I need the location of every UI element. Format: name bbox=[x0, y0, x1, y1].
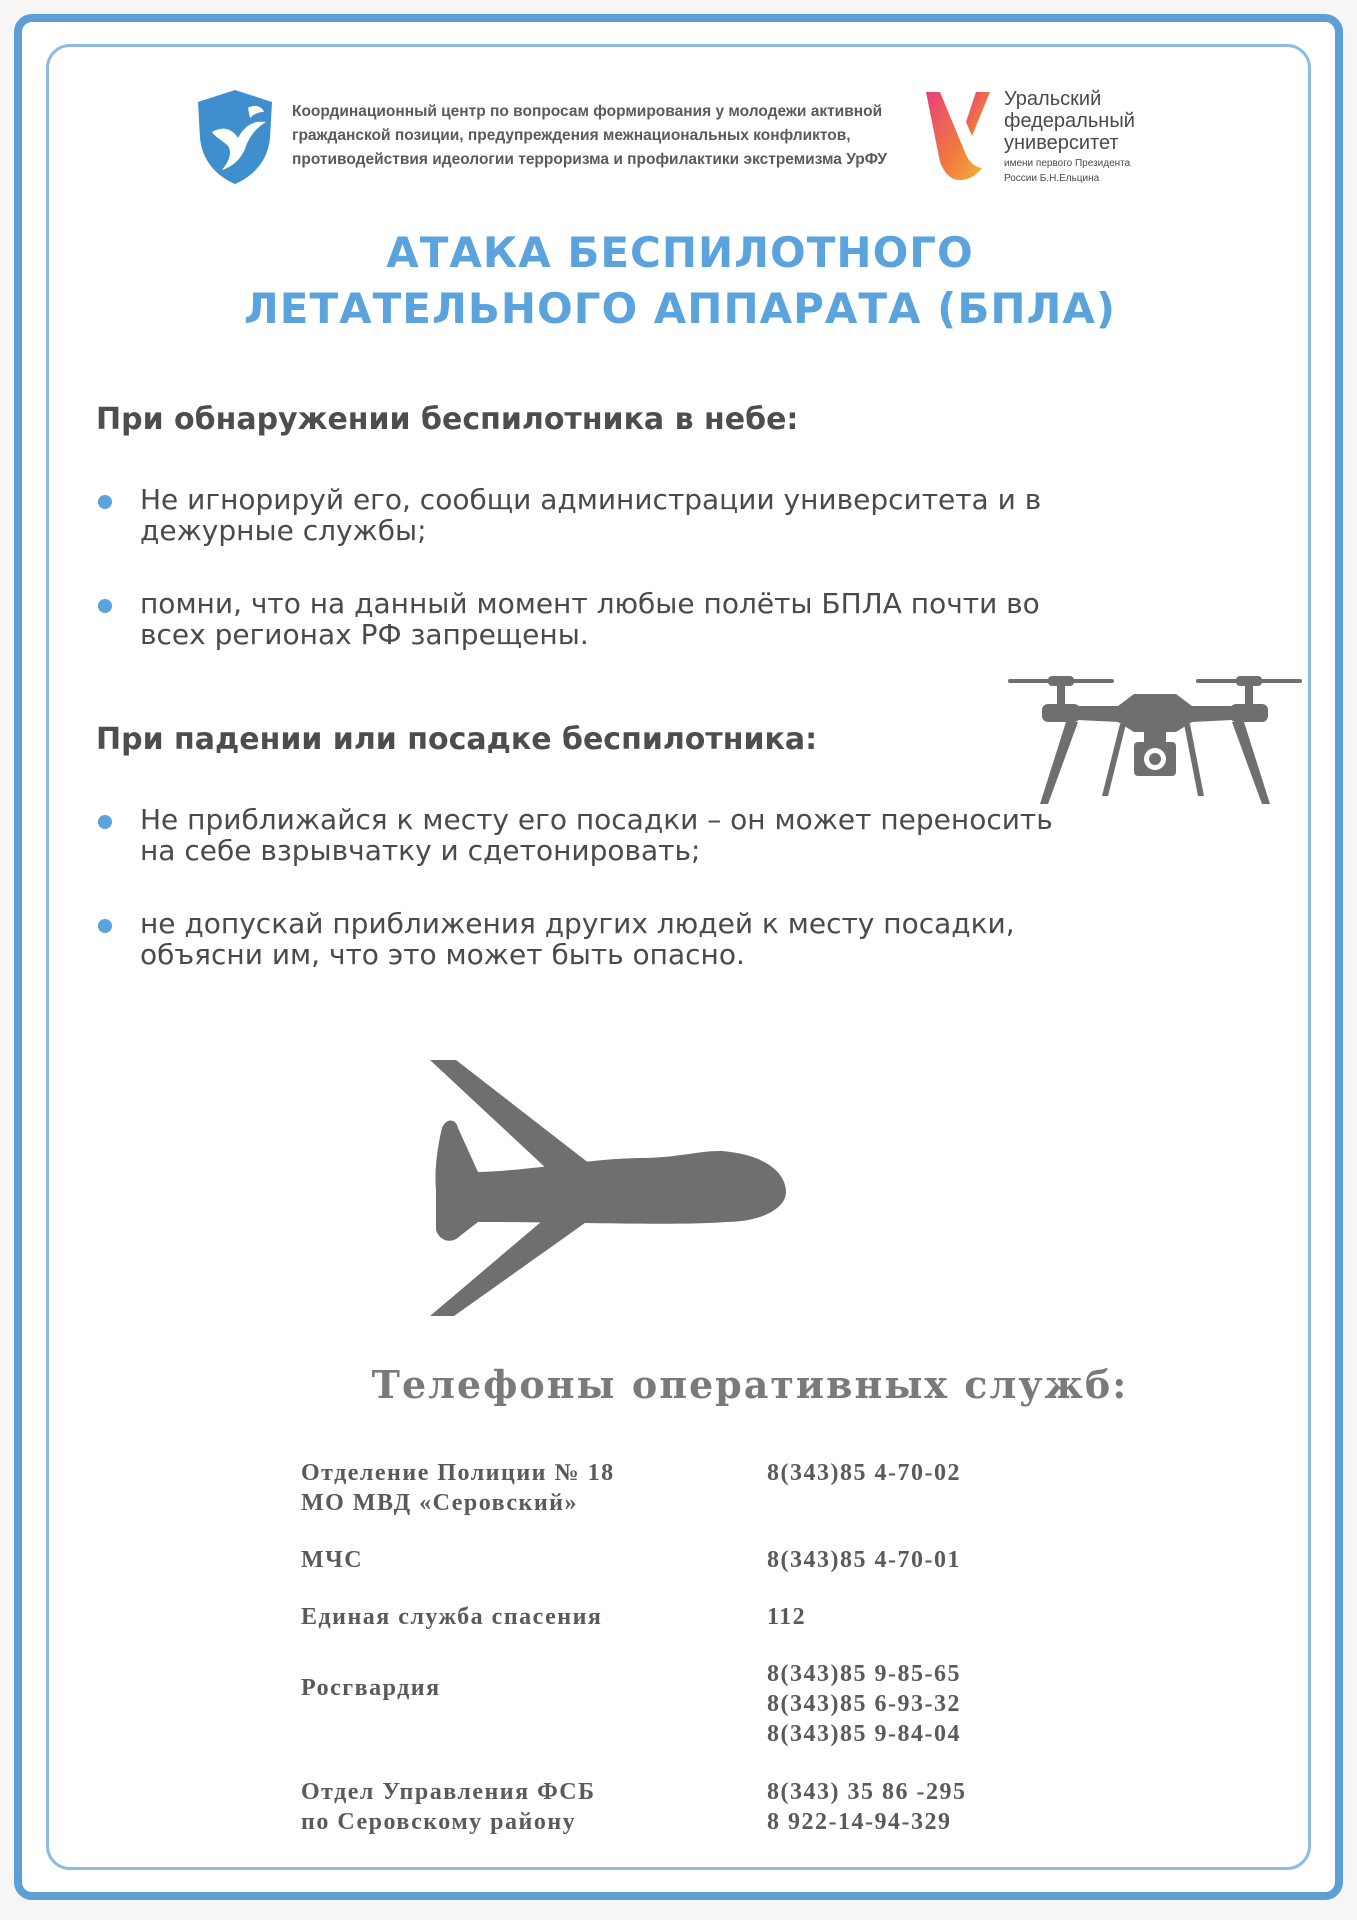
urfu-logo-icon bbox=[920, 88, 1000, 184]
section2-list bbox=[98, 804, 1058, 970]
title-line1: АТАКА БЕСПИЛОТНОГО bbox=[386, 228, 974, 277]
contact-name bbox=[301, 1545, 741, 1575]
contact-name-line1: МЧС bbox=[301, 1547, 364, 1573]
contact-name bbox=[301, 1602, 741, 1632]
uav-plane-icon bbox=[430, 1060, 790, 1316]
phone-number: 8(343)85 9-85-65 bbox=[767, 1661, 961, 1687]
section2-heading: При падении или посадке беспилотника: bbox=[96, 722, 818, 757]
urfu-subtitle-line1: имени первого Президента bbox=[1004, 158, 1131, 169]
urfu-name-line1: Уральский bbox=[1004, 88, 1102, 110]
contact-name-line1: Отдел Управления ФСБ bbox=[301, 1779, 596, 1805]
list-item bbox=[98, 588, 1080, 650]
phone-number: 8(343)85 9-84-04 bbox=[767, 1721, 961, 1747]
phone-number: 8(343)85 4-70-01 bbox=[767, 1547, 961, 1573]
urfu-name-line2: федеральный bbox=[1004, 110, 1135, 132]
contact-phone bbox=[767, 1545, 1107, 1575]
contact-name bbox=[301, 1673, 741, 1703]
quadcopter-drone-icon bbox=[1008, 676, 1302, 810]
urfu-name-line3: университет bbox=[1004, 132, 1119, 154]
phone-number: 112 bbox=[767, 1604, 807, 1630]
bullet-icon bbox=[98, 815, 112, 829]
bullet-icon bbox=[98, 599, 112, 613]
urfu-subtitle-line2: России Б.Н.Ельцина bbox=[1004, 173, 1100, 184]
dove-shield-icon bbox=[192, 86, 278, 186]
phones-heading: Телефоны оперативных служб: bbox=[371, 1362, 1129, 1407]
contact-name-line2: МО МВД «Серовский» bbox=[301, 1490, 578, 1516]
list-item bbox=[98, 484, 1200, 546]
contact-phone bbox=[767, 1602, 1107, 1632]
contact-phone bbox=[767, 1777, 1107, 1837]
phone-number: 8(343) 35 86 -295 bbox=[767, 1779, 967, 1805]
phone-number: 8 922-14-94-329 bbox=[767, 1809, 952, 1835]
contact-phone bbox=[767, 1659, 1107, 1749]
bullet-text: помни, что на данный момент любые полёты БПЛА почти во всех регионах РФ запрещены. bbox=[140, 587, 1040, 651]
bullet-text: Не приближайся к месту его посадки – он может переносить на себе взрывчатку и сдетонировать; bbox=[140, 803, 1053, 867]
contact-phone bbox=[767, 1458, 1107, 1488]
urfu-name-block bbox=[1004, 88, 1184, 184]
phone-number: 8(343)85 6-93-32 bbox=[767, 1691, 961, 1717]
title-line2: ЛЕТАТЕЛЬНОГО АППАРАТА (БПЛА) bbox=[243, 284, 1117, 333]
contact-name-line1: Отделение Полиции № 18 bbox=[301, 1460, 615, 1486]
contact-name-line1: Росгвардия bbox=[301, 1675, 441, 1701]
section1-list bbox=[98, 484, 1198, 650]
bullet-icon bbox=[98, 495, 112, 509]
bullet-icon bbox=[98, 919, 112, 933]
bullet-text: Не игнорируй его, сообщи администрации университета и в дежурные службы; bbox=[140, 483, 1042, 547]
contact-name bbox=[301, 1458, 741, 1518]
contact-name-line1: Единая служба спасения bbox=[301, 1604, 603, 1630]
section1-heading: При обнаружении беспилотника в небе: bbox=[96, 402, 799, 437]
contact-name bbox=[301, 1777, 741, 1837]
page-title bbox=[150, 225, 1210, 337]
contact-name-line2: по Серовскому району bbox=[301, 1809, 577, 1835]
list-item bbox=[98, 804, 1060, 866]
bullet-text: не допускай приближения других людей к месту посадки, объясни им, что это может быть опасно. bbox=[140, 907, 1015, 971]
phone-number: 8(343)85 4-70-02 bbox=[767, 1460, 961, 1486]
org-description: Координационный центр по вопросам формирования у молодежи активной гражданской позиции, предупреждения межнациональных конфликтов, противодействия идеологии терроризма и профилактики экстремизма УрФУ bbox=[292, 103, 888, 168]
list-item bbox=[98, 908, 1060, 970]
